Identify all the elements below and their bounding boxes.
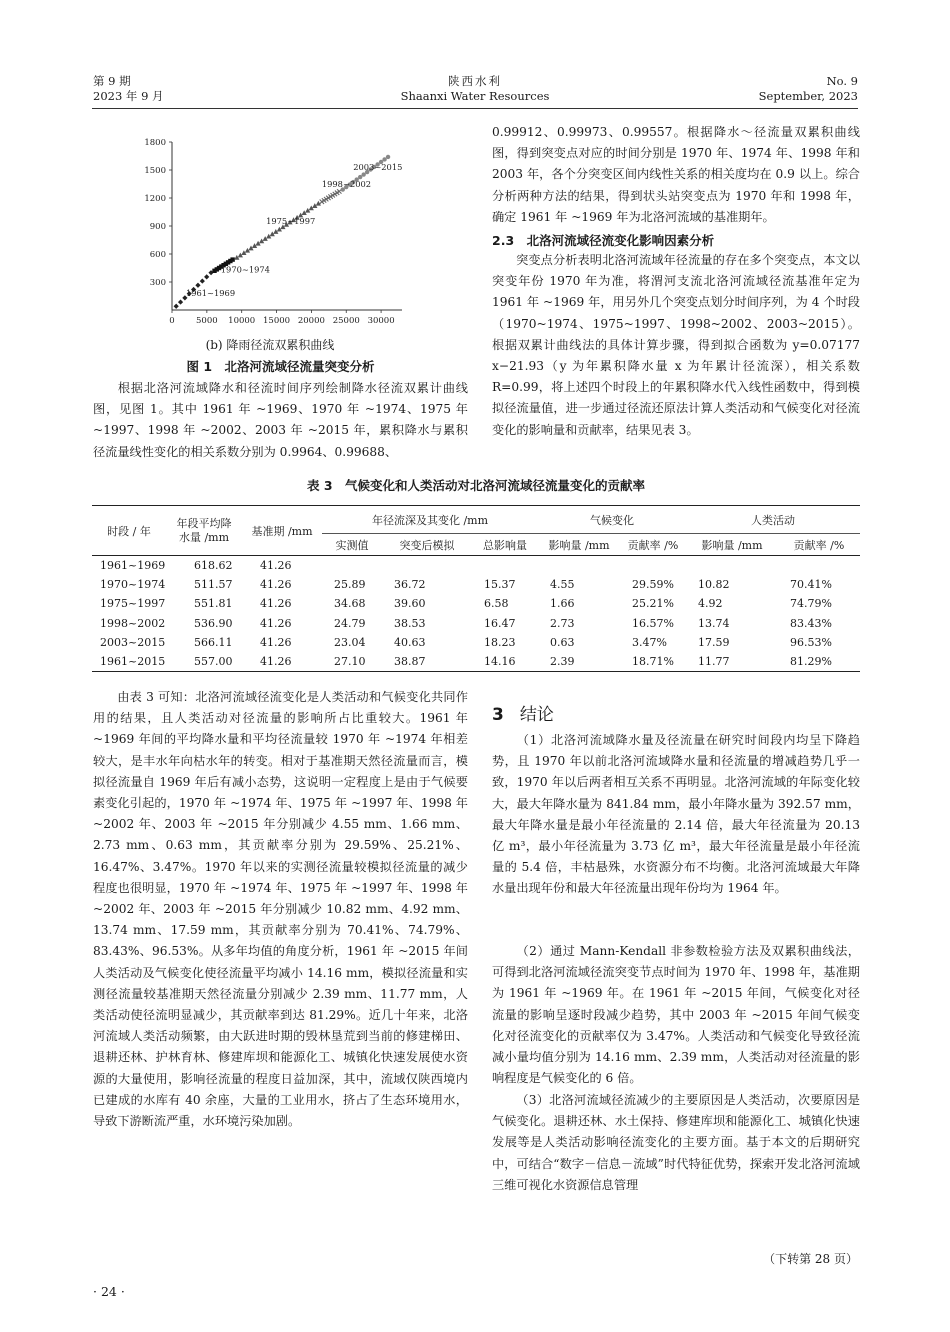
table-cell: 25.21% — [632, 597, 674, 611]
header-date-en: September, 2023 — [758, 89, 858, 103]
header-issue-en-block — [759, 74, 858, 104]
y-tick-label: 1800 — [144, 138, 166, 148]
table-cell: 4.55 — [550, 577, 575, 591]
continued-note: （下转第 28 页） — [763, 1252, 858, 1266]
header-rule — [92, 108, 858, 109]
contribution-table — [92, 505, 860, 672]
table-cell: 41.26 — [260, 635, 292, 649]
x-tick-label: 25000 — [332, 316, 360, 326]
table-header-climate-rate: 贡献率 /% — [620, 534, 686, 556]
table-header-climate: 气候变化 — [538, 506, 686, 534]
table-cell: 16.57% — [632, 616, 674, 630]
table-cell: 1.66 — [550, 597, 575, 611]
table-cell: 0.63 — [550, 635, 575, 649]
page-number: · 24 · — [93, 1284, 125, 1299]
table-cell: 16.47 — [484, 616, 516, 630]
table-cell: 566.11 — [194, 635, 233, 649]
table-cell: 38.53 — [394, 616, 426, 630]
table-cell: 41.26 — [260, 558, 292, 572]
section-3-title: 结论 — [519, 705, 554, 725]
right-paragraph-1 — [492, 122, 860, 228]
data-point — [386, 155, 390, 159]
x-tick-label: 30000 — [367, 316, 395, 326]
figure-subcaption: (b) 降雨径流双累积曲线 — [205, 338, 335, 352]
table-cell: 1961~2015 — [92, 652, 166, 671]
table-header-climate-amount: 影响量 /mm — [538, 534, 620, 556]
table-row — [92, 633, 860, 652]
conclusion-3-text: （3）北洛河流域径流减少的主要原因是人类活动，次要原因是气候变化。退耕还林、水土保持、修建库坝和能源化工、城镇化快速发展等是人类活动影响径流变化的主要方面。基于本文的后期研究中，可结合“数字－信息－流域”时代特征优势，探索开发北洛河流域三维可视化水资源信息管理 — [492, 1093, 860, 1192]
table-row — [92, 652, 860, 671]
x-tick-label: 0 — [169, 316, 175, 326]
table-cell: 41.26 — [260, 616, 292, 630]
table-cell — [472, 556, 538, 575]
data-point — [178, 299, 183, 304]
series-annotation: 1975~1997 — [266, 216, 316, 227]
series-annotation: 1970~1974 — [220, 264, 270, 275]
table-caption: 表 3 气候变化和人类活动对北洛河流域径流量变化的贡献率 — [306, 478, 646, 493]
table-header-human-amount: 影响量 /mm — [686, 534, 778, 556]
y-tick-label: 1200 — [144, 194, 166, 204]
table-cell: 39.60 — [394, 597, 426, 611]
data-point — [204, 274, 209, 279]
table-header-human: 人类活动 — [686, 506, 860, 534]
table-cell — [778, 556, 860, 575]
right-paragraph-2-text: 突变点分析表明北洛河流域年径流量的存在多个突变点，本文以突变年份 1970 年为准，将渭河支流北洛河流域径流基准年定为 1961 年 ~1969 年，用另外几个突变点划分时间序列，为 4 个时段（1970~1974、1975~1997、1998~2002、2003~2015）。根据双累计曲线法的具体计算步骤，得到拟合函数为 y=0.07177 x−21.93（y 为年累积降水量 x 为年累计径流深），相关系数 R=0.99，将上述四个时段上的年累积降水代入线性函数中，得到模拟径流量值，进一步通过径流还原法计算人类活动和气候变化对径流变化的影响量和贡献率，结果见表 3。 — [492, 253, 860, 437]
x-tick-label: 5000 — [196, 316, 218, 326]
y-tick-label: 1500 — [144, 166, 166, 176]
table-cell: 6.58 — [484, 597, 509, 611]
table-cell: 36.72 — [394, 577, 426, 591]
table-cell: 41.26 — [260, 577, 292, 591]
table-cell: 70.41% — [790, 577, 832, 591]
x-tick-label: 15000 — [263, 316, 291, 326]
table-cell: 4.92 — [698, 597, 723, 611]
y-tick-label: 600 — [149, 250, 166, 260]
table-cell — [686, 556, 778, 575]
table-header-measured: 实测值 — [322, 534, 382, 556]
table-cell: 41.26 — [260, 597, 292, 611]
table-cell: 511.57 — [194, 577, 233, 591]
table-cell: 18.71% — [620, 652, 686, 671]
data-point — [200, 278, 205, 283]
table-cell: 1970~1974 — [100, 577, 166, 591]
table-cell: 17.59 — [698, 635, 730, 649]
table-cell: 3.47% — [632, 635, 667, 649]
table-cell — [538, 556, 620, 575]
table-cell: 2.73 — [550, 616, 575, 630]
header-journal-cn: 陕西水利 — [448, 74, 502, 88]
conclusion-2 — [492, 941, 860, 1089]
data-point — [174, 304, 179, 309]
table-cell: 27.10 — [322, 652, 382, 671]
table-cell — [322, 556, 382, 575]
bottom-left-paragraph — [93, 687, 468, 1132]
table-cell: 2.39 — [538, 652, 620, 671]
table-cell: 14.16 — [472, 652, 538, 671]
table-header-runoff: 年径流深及其变化 /mm — [322, 506, 538, 534]
data-point — [230, 257, 234, 261]
table-cell: 18.23 — [484, 635, 516, 649]
table-body — [92, 556, 860, 672]
series-annotation: 1961~1969 — [185, 288, 236, 298]
table-header-base: 基准期 /mm — [242, 506, 322, 556]
table-cell: 23.04 — [334, 635, 366, 649]
table-cell: 38.87 — [382, 652, 472, 671]
table-cell: 83.43% — [790, 616, 832, 630]
table-cell: 74.79% — [790, 597, 832, 611]
conclusion-3 — [492, 1090, 860, 1196]
table-cell — [382, 556, 472, 575]
y-tick-label: 900 — [149, 222, 166, 232]
right-paragraph-1-text: 0.99912、0.99973、0.99557。根据降水～径流量双累积曲线图，得到突变点对应的时间分别是 1970 年、1974 年、1998 年和 2003 年，各个分突变区间内线性关系的相关度均在 0.9 以上。综合分析两种方法的结果，得到状头站突变点为 1970 年和 1998 年，确定 1961 年 ~1969 年为北洛河流域的基准期年。 — [492, 125, 860, 224]
section-2-3-heading: 2.3 北洛河流域径流变化影响因素分析 — [492, 233, 715, 248]
table-cell: 2003~2015 — [100, 635, 166, 649]
table-cell: 1998~2002 — [100, 616, 166, 630]
section-3-heading — [492, 700, 554, 725]
table-cell: 96.53% — [790, 635, 832, 649]
table-cell: 1975~1997 — [100, 597, 166, 611]
left-paragraph-1 — [93, 378, 468, 463]
table-header-total: 总影响量 — [472, 534, 538, 556]
table-cell: 551.81 — [194, 597, 233, 611]
chart-annotations — [186, 162, 402, 298]
conclusion-1 — [492, 730, 860, 900]
table-cell: 41.26 — [242, 652, 322, 671]
table-cell: 11.77 — [686, 652, 778, 671]
x-tick-label: 20000 — [297, 316, 325, 326]
conclusion-2-text: （2）通过 Mann-Kendall 非参数检验方法及双累积曲线法，可得到北洛河流域径流突变节点时间为 1970 年、1998 年，基准期为 1961 年 ~1969 年。在 1961 年 ~2015 年间，气候变化对径流量的影响呈逐时段减少趋势，其中 2003 年 ~2015 年间气候变化对径流变化的贡献率仅为 3.47%。人类活动和气候变化导致径流减小量均值分别为 14.16 mm、2.39 mm，人类活动对径流量的影响程度是气候变化的 6 倍。 — [492, 944, 860, 1086]
table-cell: 618.62 — [194, 558, 233, 572]
table-cell: 40.63 — [394, 635, 426, 649]
header-issue-en: No. 9 — [826, 74, 858, 88]
table-row — [92, 613, 860, 632]
x-tick-label: 10000 — [228, 316, 256, 326]
y-tick-label: 300 — [149, 278, 166, 288]
table-cell: 34.68 — [334, 597, 366, 611]
header-issue-cn: 第 9 期 — [93, 74, 131, 88]
table-cell: 10.82 — [698, 577, 730, 591]
table-cell: 29.59% — [632, 577, 674, 591]
header-journal-en: Shaanxi Water Resources — [400, 89, 550, 103]
table-cell: 24.79 — [334, 616, 366, 630]
series-annotation: 2003~2015 — [353, 162, 403, 172]
table-cell: 536.90 — [194, 616, 233, 630]
double-mass-curve-chart — [120, 130, 430, 370]
table-cell: 15.37 — [484, 577, 516, 591]
table-header-human-rate: 贡献率 /% — [778, 534, 860, 556]
table-row — [92, 556, 860, 575]
bottom-left-paragraph-text: 由表 3 可知：北洛河流域径流变化是人类活动和气候变化共同作用的结果，且人类活动对径流量的影响所占比重较大。1961 年 ~1969 年间的平均降水量和平均径流量较 1970 年 ~1974 年相差较大，是丰水年向枯水年的转变。相对于基准期天然径流量而言，模拟径流量自 1969 年后有减小态势，这说明一定程度上是由于气候要素变化引起的，1970 年 ~1974 年、1975 年 ~1997 年、1998 年 ~2002 年、2003 年 ~2015 年分别减少 4.55 mm、1.66 mm、2.73 mm、0.63 mm，其贡献率分别为 29.59%、25.21%、16.47%、3.47%。1970 年以来的实测径流量较模拟径流量的减少程度也很明显，1970 年 ~1974 年、1975 年 ~1997 年、1998 年 ~2002 年、2003 年 ~2015 年分别减少 10.82 mm、4.92 mm、13.74 mm、17.59 mm，其贡献率分别为 70.41%、74.79%、83.43%、96.53%。从多年均值的角度分析，1961 年 ~2015 年间人类活动及气候变化使径流量平均减小 14.16 mm，模拟径流量和实测径流量较基准期天然径流量分别减少 2.39 mm、11.77 mm，人类活动使径流明显减少，其贡献率到达 81.29%。近几十年来，北洛河流域人类活动频繁，由大跃进时期的毁林垦荒到当前的修建梯田、退耕还林、护林育林、修建库坝和能源化工、城镇化快速发展使水资源的大量使用，影响径流量的程度日益加深，其中，流域仅陕西境内已建成的水库有 40 余座，大量的工业用水，挤占了生态环境用水，导致下游断流严重，水环境污染加剧。 — [93, 690, 468, 1129]
left-paragraph-1-text: 根据北洛河流域降水和径流时间序列绘制降水径流双累计曲线图，见图 1。其中 1961 年 ~1969、1970 年 ~1974、1975 年 ~1997、1998 年 ~2002、2003 年 ~2015 年，累积降水与累积径流量线性变化的相关系数分别为 0.9964、0.99688、 — [93, 381, 468, 459]
table-row — [92, 594, 860, 613]
table-header-simulated: 突变后模拟 — [382, 534, 472, 556]
right-paragraph-2 — [492, 250, 860, 441]
conclusion-1-text: （1）北洛河流域降水量及径流量在研究时间段内均呈下降趋势，且 1970 年以前北洛河流域降水量和径流量的增减趋势几乎一致，1970 年以后两者相互关系不再明显。北洛河流域的年际变化较大，最大年降水量为 841.84 mm，最小年降水量为 392.57 mm，最大年降水量是最小年径流量的 2.14 倍，最大年径流量为 20.13 亿 m³，最小年径流量为 3.73 亿 m³，最大年径流量是最小年径流量的 5.4 倍，丰枯悬殊，水资源分布不均衡。北洛河流域最大年降水量出现年份和最大年径流量出现年份均为 1964 年。 — [492, 733, 860, 896]
figure-caption: 图 1 北洛河流域径流量突变分析 — [186, 359, 375, 374]
table-cell: 81.29% — [778, 652, 860, 671]
table-cell: 557.00 — [166, 652, 242, 671]
table-row — [92, 575, 860, 594]
table-cell: 1961~1969 — [100, 558, 166, 572]
table-cell: 25.89 — [334, 577, 366, 591]
table-header-period: 时段 / 年 — [92, 506, 166, 556]
table-header-precip: 年段平均降水量 /mm — [166, 506, 242, 556]
table-cell: 13.74 — [698, 616, 730, 630]
table-cell — [620, 556, 686, 575]
header-date-cn: 2023 年 9 月 — [93, 89, 164, 103]
section-3-number: 3 — [492, 705, 504, 725]
series-annotation: 1998~2002 — [321, 178, 372, 189]
